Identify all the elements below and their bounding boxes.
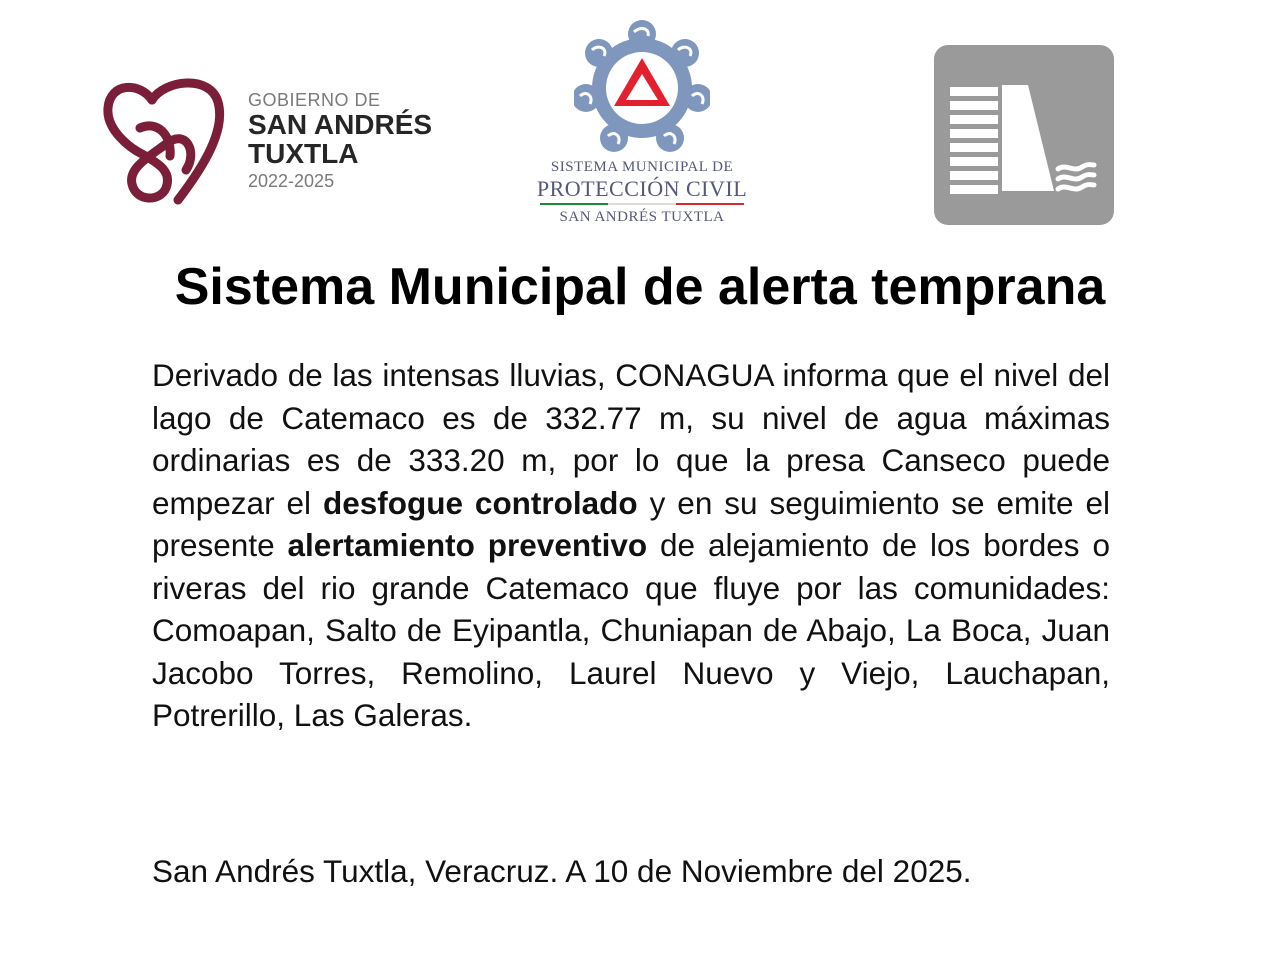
pc-label-line2: PROTECCIÓN CIVIL (536, 176, 748, 201)
alert-highlight-desfogue: desfogue controlado (322, 484, 638, 521)
pc-label-line3: SAN ANDRÉS TUXTLA (559, 209, 725, 225)
page-title: Sistema Municipal de alerta temprana (174, 258, 1106, 316)
flag-stripe (540, 203, 744, 205)
place-and-date: San Andrés Tuxtla, Veracruz. A 10 de Noviembre del 2025. (152, 853, 972, 889)
civil-protection-logo (528, 20, 756, 234)
civil-protection-emblem-icon (574, 20, 710, 156)
gov-label-line2: SAN ANDRÉS (248, 109, 433, 140)
alert-text-part2: y en su seguimiento se emite el presente (152, 484, 1110, 563)
alert-message (152, 354, 1110, 737)
alert-text-part3: de alejamiento de los bordes o riveras del rio grande Catemaco que fluye por las comunidades: Comoapan, Salto de Eyipantla, Chuniapan de Abajo, La Boca, Juan Jacobo Torres, Remolino, Laurel Nuevo y Viejo, Lauchapan, Potrerillo, Las Galeras. (152, 527, 1110, 733)
alert-highlight-alertamiento: alertamiento preventivo (287, 527, 648, 563)
pc-label-line1: SISTEMA MUNICIPAL DE (550, 159, 734, 175)
government-logo (100, 76, 460, 216)
heart-logo-icon (100, 76, 232, 208)
gov-label-line1: GOBIERNO DE (248, 90, 381, 110)
dam-icon (934, 45, 1114, 225)
gov-label-years: 2022-2025 (248, 171, 335, 191)
alert-text-part1: Derivado de las intensas lluvias, CONAGUA informa que el nivel del lago de Catemaco es de 332.77 m, su nivel de agua máximas ordinarias es de 333.20 m, por lo que la presa Canseco puede empezar el (152, 357, 1110, 521)
gov-label-line3: TUXTLA (248, 138, 359, 169)
